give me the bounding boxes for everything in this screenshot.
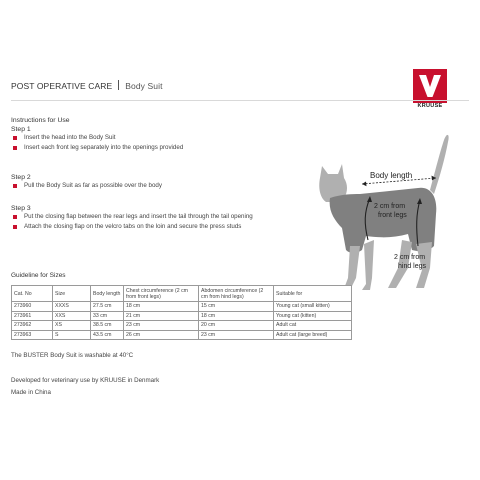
table-cell: 273961 bbox=[12, 311, 53, 321]
table-cell: 20 cm bbox=[199, 321, 274, 331]
column-header: Suitable for bbox=[274, 286, 352, 302]
table-cell: 23 cm bbox=[199, 330, 274, 340]
arrow-head-icon bbox=[362, 182, 367, 187]
column-header: Chest circumference (2 cm from front legs) bbox=[124, 286, 199, 302]
bullet-text: Pull the Body Suit as far as possible over the body bbox=[24, 182, 162, 189]
bullet-text: Attach the closing flap on the velcro tabs on the loin and secure the press studs bbox=[24, 223, 242, 230]
front-leg bbox=[345, 246, 360, 286]
table-cell: XXS bbox=[53, 311, 91, 321]
cat-illustration bbox=[290, 128, 455, 298]
bullet-square-icon bbox=[13, 146, 17, 150]
column-header: Body length bbox=[91, 286, 124, 302]
front-legs-label-line1: 2 cm from bbox=[374, 203, 406, 210]
bullet-square-icon bbox=[13, 184, 17, 188]
table-row bbox=[12, 302, 352, 312]
column-header: Cat. No bbox=[12, 286, 53, 302]
table-cell: 273962 bbox=[12, 321, 53, 331]
table-cell: 26 cm bbox=[124, 330, 199, 340]
table-cell: 43.5 cm bbox=[91, 330, 124, 340]
washable-note: The BUSTER Body Suit is washable at 40°C bbox=[11, 352, 134, 359]
table-cell: 18 cm bbox=[199, 311, 274, 321]
header-divider bbox=[118, 80, 119, 90]
hind-legs-label-line2: hind legs bbox=[398, 263, 427, 270]
table-cell: Adult cat bbox=[274, 321, 352, 331]
logo-text: KRUUSE bbox=[417, 103, 443, 109]
bullet-text: Insert each front leg separately into the openings provided bbox=[24, 144, 184, 151]
body-suit bbox=[330, 188, 437, 253]
table-cell: XS bbox=[53, 321, 91, 331]
table-cell: Young cat (kitten) bbox=[274, 311, 352, 321]
step-1-title: Step 1 bbox=[11, 126, 31, 133]
kruuse-v-icon bbox=[413, 69, 447, 103]
table-cell: 273960 bbox=[12, 302, 53, 312]
page-header bbox=[11, 80, 163, 91]
page-title: POST OPERATIVE CARE bbox=[11, 81, 113, 91]
column-header: Size bbox=[53, 286, 91, 302]
step-2-title: Step 2 bbox=[11, 174, 31, 181]
table-cell: 33 cm bbox=[91, 311, 124, 321]
table-row bbox=[12, 311, 352, 321]
table-cell: XXXS bbox=[53, 302, 91, 312]
made-in-note: Made in China bbox=[11, 389, 51, 396]
table-cell: 23 cm bbox=[124, 321, 199, 331]
page-subtitle: Body Suit bbox=[125, 81, 163, 91]
hind-legs-label-line1: 2 cm from bbox=[394, 254, 426, 261]
table-cell: 27.5 cm bbox=[91, 302, 124, 312]
cat-tail bbox=[430, 135, 449, 194]
table-row bbox=[12, 330, 352, 340]
table-cell: 18 cm bbox=[124, 302, 199, 312]
table-cell: 21 cm bbox=[124, 311, 199, 321]
header-rule bbox=[11, 100, 469, 101]
table-cell: 15 cm bbox=[199, 302, 274, 312]
size-table bbox=[11, 285, 352, 340]
bullet-text: Insert the head into the Body Suit bbox=[24, 134, 116, 141]
instructions-title: Instructions for Use bbox=[11, 117, 70, 124]
size-guide-title: Guideline for Sizes bbox=[11, 272, 66, 279]
front-legs-label-line2: front legs bbox=[378, 212, 407, 219]
bullet-text: Put the closing flap between the rear legs and insert the tail through the tail opening bbox=[24, 213, 253, 220]
cat-in-suit-icon bbox=[290, 128, 455, 298]
table-cell: Adult cat (large breed) bbox=[274, 330, 352, 340]
kruuse-logo bbox=[413, 69, 447, 113]
bullet-square-icon bbox=[13, 225, 17, 229]
table-cell: 273963 bbox=[12, 330, 53, 340]
developed-note: Developed for veterinary use by KRUUSE in Denmark bbox=[11, 377, 160, 384]
table-header-row bbox=[12, 286, 352, 302]
table-cell: S bbox=[53, 330, 91, 340]
column-header: Abdomen circumference (2 cm from hind legs) bbox=[199, 286, 274, 302]
bullet-square-icon bbox=[13, 215, 17, 219]
table-row bbox=[12, 321, 352, 331]
step-3-title: Step 3 bbox=[11, 205, 31, 212]
table-cell: 38.5 cm bbox=[91, 321, 124, 331]
bullet-square-icon bbox=[13, 136, 17, 140]
body-length-label: Body length bbox=[370, 171, 413, 180]
table-cell: Young cat (small kitten) bbox=[274, 302, 352, 312]
front-leg bbox=[362, 240, 374, 290]
